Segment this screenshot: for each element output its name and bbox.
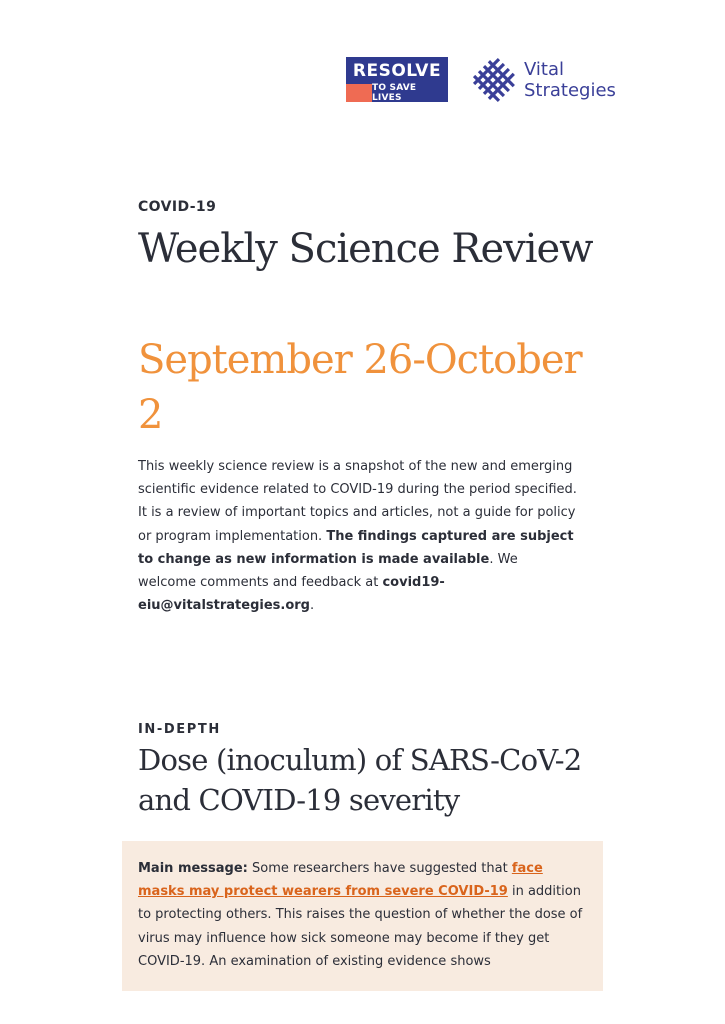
vital-strategies-logo <box>472 56 627 104</box>
section-title: Dose (inoculum) of SARS-CoV-2 and COVID-19 severity <box>138 743 582 817</box>
main-message-callout <box>122 841 603 991</box>
intro-end: . <box>309 598 315 614</box>
face-masks-link[interactable]: face masks may protect wearers from severe COVID-19 <box>138 861 543 900</box>
resolve-logo-tagline: TO SAVE LIVES <box>372 84 448 102</box>
vital-strategies-wordmark <box>524 59 616 101</box>
date-range: September 26-October 2 <box>138 337 582 438</box>
resolve-logo-wordmark: RESOLVE <box>346 57 448 84</box>
intro-disclaimer: The findings captured are subject to change as new information is made available <box>138 528 574 567</box>
document-title: Weekly Science Review <box>138 226 593 272</box>
intro-paragraph <box>138 455 578 617</box>
resolve-logo-tagline-bar <box>346 84 448 102</box>
resolve-logo-orange-block <box>346 84 372 102</box>
feedback-email: covid19-eiu@vitalstrategies.org <box>138 575 445 614</box>
vital-strategies-mark-icon <box>472 57 518 103</box>
callout-lead: Main message: <box>138 861 248 876</box>
section-label: IN-DEPTH <box>138 722 221 737</box>
document-eyebrow: COVID-19 <box>138 199 217 215</box>
vital-wordmark-line1: Vital <box>524 59 565 80</box>
vital-wordmark-line2: Strategies <box>524 80 616 101</box>
resolve-to-save-lives-logo <box>346 57 448 102</box>
callout-text-after-link: in addition to protecting others. This raises the question of whether the dose of virus may influence how sick someone may become if they get COVID-19. An examination of existing evidence shows <box>138 884 583 969</box>
intro-text: This weekly science review is a snapshot of the new and emerging scientific evidence related to COVID-19 during the period specified. It is a review of important topics and articles, not a guide for policy or program implementation. <box>138 459 577 544</box>
intro-feedback-text: . We welcome comments and feedback at <box>138 551 518 591</box>
callout-text-before-link: Some researchers have suggested that <box>247 861 512 876</box>
